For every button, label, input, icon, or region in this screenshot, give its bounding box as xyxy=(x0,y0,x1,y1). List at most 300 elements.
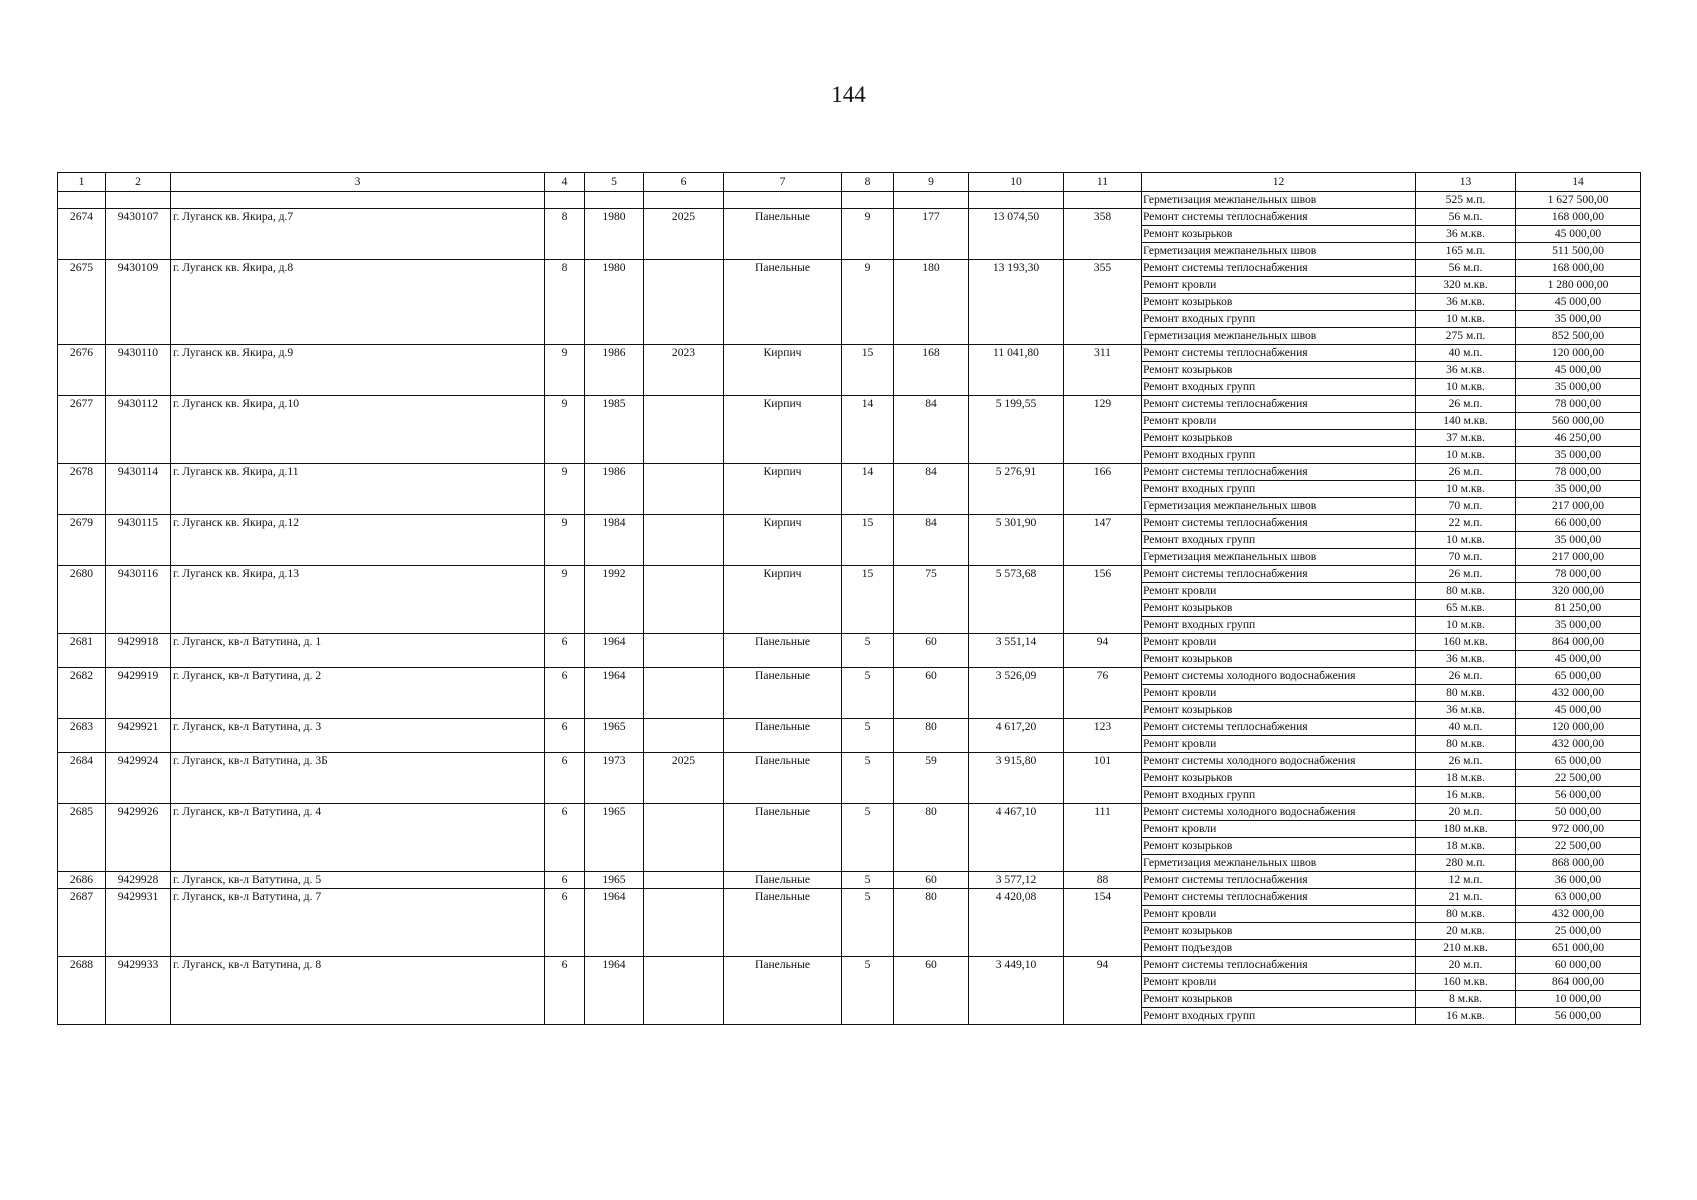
work-cost-cell: 35 000,00 xyxy=(1516,379,1641,396)
address-cell: г. Луганск кв. Якира, д.10 xyxy=(171,396,545,464)
work-cost-cell: 864 000,00 xyxy=(1516,974,1641,991)
empty-cell xyxy=(106,192,171,209)
work-cost-cell: 63 000,00 xyxy=(1516,889,1641,906)
work-type-cell: Ремонт входных групп xyxy=(1142,617,1416,634)
work-type-cell: Ремонт козырьков xyxy=(1142,362,1416,379)
col6-cell xyxy=(644,464,724,515)
floors-cell: 15 xyxy=(842,345,894,396)
continuation-row xyxy=(58,192,1641,209)
work-volume-cell: 80 м.кв. xyxy=(1416,736,1516,753)
column-header: 8 xyxy=(842,173,894,192)
floors-cell: 5 xyxy=(842,957,894,1025)
col11-cell: 129 xyxy=(1064,396,1142,464)
work-volume-cell: 18 м.кв. xyxy=(1416,770,1516,787)
col4-cell: 6 xyxy=(545,753,585,804)
work-type-cell: Ремонт системы холодного водоснабжения xyxy=(1142,804,1416,821)
area-cell: 13 193,30 xyxy=(969,260,1064,345)
building-code-cell: 9430110 xyxy=(106,345,171,396)
work-type-cell: Ремонт кровли xyxy=(1142,583,1416,600)
work-volume-cell: 56 м.п. xyxy=(1416,260,1516,277)
record-number-cell: 2686 xyxy=(58,872,106,889)
col11-cell: 156 xyxy=(1064,566,1142,634)
work-type-cell: Ремонт кровли xyxy=(1142,974,1416,991)
col9-cell: 59 xyxy=(894,753,969,804)
area-cell: 5 573,68 xyxy=(969,566,1064,634)
work-volume-cell: 10 м.кв. xyxy=(1416,532,1516,549)
year-built-cell: 1965 xyxy=(585,804,644,872)
col11-cell: 101 xyxy=(1064,753,1142,804)
wall-material-cell: Кирпич xyxy=(724,566,842,634)
building-code-cell: 9430107 xyxy=(106,209,171,260)
building-code-cell: 9429928 xyxy=(106,872,171,889)
work-type-cell: Ремонт системы теплоснабжения xyxy=(1142,957,1416,974)
col9-cell: 168 xyxy=(894,345,969,396)
work-cost-cell: 81 250,00 xyxy=(1516,600,1641,617)
col4-cell: 6 xyxy=(545,719,585,753)
col9-cell: 60 xyxy=(894,957,969,1025)
work-volume-cell: 10 м.кв. xyxy=(1416,447,1516,464)
work-type-cell: Ремонт козырьков xyxy=(1142,651,1416,668)
work-volume-cell: 80 м.кв. xyxy=(1416,685,1516,702)
work-cost-cell: 56 000,00 xyxy=(1516,1008,1641,1025)
work-cost-cell: 432 000,00 xyxy=(1516,736,1641,753)
col6-cell xyxy=(644,260,724,345)
work-volume-cell: 275 м.п. xyxy=(1416,328,1516,345)
wall-material-cell: Кирпич xyxy=(724,396,842,464)
work-type-cell: Ремонт кровли xyxy=(1142,685,1416,702)
record-row xyxy=(58,396,1641,413)
col6-cell xyxy=(644,804,724,872)
col4-cell: 6 xyxy=(545,957,585,1025)
record-number-cell: 2679 xyxy=(58,515,106,566)
col6-cell xyxy=(644,668,724,719)
work-type-cell: Ремонт козырьков xyxy=(1142,702,1416,719)
work-volume-cell: 10 м.кв. xyxy=(1416,481,1516,498)
work-type-cell: Ремонт входных групп xyxy=(1142,532,1416,549)
empty-cell xyxy=(842,192,894,209)
column-header: 14 xyxy=(1516,173,1641,192)
col11-cell: 166 xyxy=(1064,464,1142,515)
column-header: 4 xyxy=(545,173,585,192)
work-type-cell: Ремонт системы теплоснабжения xyxy=(1142,889,1416,906)
work-volume-cell: 65 м.кв. xyxy=(1416,600,1516,617)
empty-cell xyxy=(644,192,724,209)
column-header: 9 xyxy=(894,173,969,192)
record-number-cell: 2676 xyxy=(58,345,106,396)
col4-cell: 6 xyxy=(545,889,585,957)
col9-cell: 84 xyxy=(894,515,969,566)
building-code-cell: 9430115 xyxy=(106,515,171,566)
floors-cell: 14 xyxy=(842,464,894,515)
wall-material-cell: Панельные xyxy=(724,209,842,260)
work-cost-cell: 320 000,00 xyxy=(1516,583,1641,600)
work-type-cell: Ремонт системы холодного водоснабжения xyxy=(1142,753,1416,770)
work-type-cell: Ремонт системы теплоснабжения xyxy=(1142,872,1416,889)
address-cell: г. Луганск, кв-л Ватутина, д. 4 xyxy=(171,804,545,872)
work-volume-cell: 12 м.п. xyxy=(1416,872,1516,889)
col4-cell: 6 xyxy=(545,872,585,889)
col6-cell xyxy=(644,889,724,957)
work-volume-cell: 180 м.кв. xyxy=(1416,821,1516,838)
record-number-cell: 2685 xyxy=(58,804,106,872)
work-type-cell: Ремонт системы теплоснабжения xyxy=(1142,345,1416,362)
record-row xyxy=(58,889,1641,906)
work-volume-cell: 160 м.кв. xyxy=(1416,634,1516,651)
work-cost-cell: 65 000,00 xyxy=(1516,753,1641,770)
record-row xyxy=(58,566,1641,583)
work-cost-cell: 78 000,00 xyxy=(1516,464,1641,481)
record-number-cell: 2688 xyxy=(58,957,106,1025)
work-cost-cell: 35 000,00 xyxy=(1516,532,1641,549)
work-cost-cell: 22 500,00 xyxy=(1516,770,1641,787)
record-row xyxy=(58,209,1641,226)
wall-material-cell: Панельные xyxy=(724,719,842,753)
wall-material-cell: Кирпич xyxy=(724,515,842,566)
work-volume-cell: 10 м.кв. xyxy=(1416,379,1516,396)
work-cost-cell: 168 000,00 xyxy=(1516,260,1641,277)
work-type-cell: Ремонт кровли xyxy=(1142,277,1416,294)
floors-cell: 9 xyxy=(842,209,894,260)
work-cost-cell: 10 000,00 xyxy=(1516,991,1641,1008)
work-type-cell: Ремонт козырьков xyxy=(1142,430,1416,447)
record-number-cell: 2687 xyxy=(58,889,106,957)
address-cell: г. Луганск, кв-л Ватутина, д. 3Б xyxy=(171,753,545,804)
work-cost-cell: 511 500,00 xyxy=(1516,243,1641,260)
col11-cell: 94 xyxy=(1064,634,1142,668)
work-volume-cell: 36 м.кв. xyxy=(1416,226,1516,243)
table-body xyxy=(58,192,1641,1025)
record-number-cell: 2681 xyxy=(58,634,106,668)
work-volume-cell: 165 м.п. xyxy=(1416,243,1516,260)
address-cell: г. Луганск, кв-л Ватутина, д. 1 xyxy=(171,634,545,668)
work-type-cell: Ремонт входных групп xyxy=(1142,787,1416,804)
work-cost-cell: 78 000,00 xyxy=(1516,396,1641,413)
work-type-cell: Ремонт козырьков xyxy=(1142,770,1416,787)
column-header: 7 xyxy=(724,173,842,192)
work-volume-cell: 20 м.п. xyxy=(1416,804,1516,821)
area-cell: 5 199,55 xyxy=(969,396,1064,464)
year-built-cell: 1980 xyxy=(585,260,644,345)
record-row xyxy=(58,719,1641,736)
work-cost-cell: 560 000,00 xyxy=(1516,413,1641,430)
col6-cell xyxy=(644,396,724,464)
record-number-cell: 2678 xyxy=(58,464,106,515)
address-cell: г. Луганск кв. Якира, д.8 xyxy=(171,260,545,345)
work-volume-cell: 26 м.п. xyxy=(1416,396,1516,413)
work-cost-cell: 217 000,00 xyxy=(1516,498,1641,515)
column-header: 11 xyxy=(1064,173,1142,192)
col11-cell: 358 xyxy=(1064,209,1142,260)
column-header: 6 xyxy=(644,173,724,192)
work-cost-cell: 25 000,00 xyxy=(1516,923,1641,940)
area-cell: 4 617,20 xyxy=(969,719,1064,753)
empty-cell xyxy=(585,192,644,209)
work-type-cell: Ремонт системы теплоснабжения xyxy=(1142,396,1416,413)
record-row xyxy=(58,634,1641,651)
work-type-cell: Ремонт системы теплоснабжения xyxy=(1142,566,1416,583)
work-volume-cell: 37 м.кв. xyxy=(1416,430,1516,447)
col4-cell: 9 xyxy=(545,396,585,464)
work-cost-cell: 45 000,00 xyxy=(1516,362,1641,379)
col9-cell: 80 xyxy=(894,804,969,872)
work-volume-cell: 210 м.кв. xyxy=(1416,940,1516,957)
area-cell: 3 551,14 xyxy=(969,634,1064,668)
record-number-cell: 2677 xyxy=(58,396,106,464)
work-volume-cell: 16 м.кв. xyxy=(1416,787,1516,804)
record-row xyxy=(58,753,1641,770)
work-cost-cell: 36 000,00 xyxy=(1516,872,1641,889)
work-volume-cell: 320 м.кв. xyxy=(1416,277,1516,294)
column-header: 5 xyxy=(585,173,644,192)
floors-cell: 5 xyxy=(842,719,894,753)
col9-cell: 80 xyxy=(894,719,969,753)
address-cell: г. Луганск, кв-л Ватутина, д. 2 xyxy=(171,668,545,719)
wall-material-cell: Панельные xyxy=(724,804,842,872)
col11-cell: 154 xyxy=(1064,889,1142,957)
year-built-cell: 1964 xyxy=(585,957,644,1025)
work-volume-cell: 525 м.п. xyxy=(1416,192,1516,209)
column-header: 13 xyxy=(1416,173,1516,192)
year-built-cell: 1964 xyxy=(585,668,644,719)
empty-cell xyxy=(969,192,1064,209)
page-number: 144 xyxy=(831,82,866,107)
work-volume-cell: 26 м.п. xyxy=(1416,566,1516,583)
wall-material-cell: Панельные xyxy=(724,634,842,668)
work-type-cell: Ремонт входных групп xyxy=(1142,311,1416,328)
work-cost-cell: 168 000,00 xyxy=(1516,209,1641,226)
record-row xyxy=(58,872,1641,889)
work-cost-cell: 432 000,00 xyxy=(1516,685,1641,702)
work-type-cell: Ремонт козырьков xyxy=(1142,600,1416,617)
year-built-cell: 1973 xyxy=(585,753,644,804)
col6-cell xyxy=(644,719,724,753)
work-volume-cell: 10 м.кв. xyxy=(1416,311,1516,328)
col9-cell: 84 xyxy=(894,464,969,515)
empty-cell xyxy=(545,192,585,209)
work-volume-cell: 16 м.кв. xyxy=(1416,1008,1516,1025)
floors-cell: 9 xyxy=(842,260,894,345)
work-type-cell: Ремонт козырьков xyxy=(1142,294,1416,311)
work-type-cell: Ремонт системы теплоснабжения xyxy=(1142,464,1416,481)
col4-cell: 6 xyxy=(545,668,585,719)
work-type-cell: Ремонт системы холодного водоснабжения xyxy=(1142,668,1416,685)
col4-cell: 9 xyxy=(545,464,585,515)
building-code-cell: 9429919 xyxy=(106,668,171,719)
year-built-cell: 1986 xyxy=(585,345,644,396)
work-type-cell: Ремонт козырьков xyxy=(1142,991,1416,1008)
col11-cell: 123 xyxy=(1064,719,1142,753)
building-code-cell: 9429918 xyxy=(106,634,171,668)
building-code-cell: 9429921 xyxy=(106,719,171,753)
work-volume-cell: 36 м.кв. xyxy=(1416,651,1516,668)
col9-cell: 60 xyxy=(894,872,969,889)
area-cell: 3 526,09 xyxy=(969,668,1064,719)
work-volume-cell: 140 м.кв. xyxy=(1416,413,1516,430)
col9-cell: 60 xyxy=(894,634,969,668)
work-cost-cell: 852 500,00 xyxy=(1516,328,1641,345)
col6-cell: 2023 xyxy=(644,345,724,396)
work-type-cell: Ремонт входных групп xyxy=(1142,447,1416,464)
year-built-cell: 1965 xyxy=(585,872,644,889)
year-built-cell: 1980 xyxy=(585,209,644,260)
col4-cell: 8 xyxy=(545,209,585,260)
col11-cell: 111 xyxy=(1064,804,1142,872)
work-type-cell: Герметизация межпанельных швов xyxy=(1142,498,1416,515)
year-built-cell: 1986 xyxy=(585,464,644,515)
work-volume-cell: 280 м.п. xyxy=(1416,855,1516,872)
work-cost-cell: 651 000,00 xyxy=(1516,940,1641,957)
record-row xyxy=(58,260,1641,277)
work-cost-cell: 35 000,00 xyxy=(1516,481,1641,498)
col4-cell: 8 xyxy=(545,260,585,345)
col6-cell xyxy=(644,515,724,566)
work-type-cell: Ремонт кровли xyxy=(1142,821,1416,838)
work-type-cell: Ремонт подъездов xyxy=(1142,940,1416,957)
year-built-cell: 1984 xyxy=(585,515,644,566)
col9-cell: 177 xyxy=(894,209,969,260)
floors-cell: 5 xyxy=(842,668,894,719)
work-volume-cell: 80 м.кв. xyxy=(1416,583,1516,600)
work-type-cell: Ремонт системы теплоснабжения xyxy=(1142,515,1416,532)
year-built-cell: 1964 xyxy=(585,634,644,668)
wall-material-cell: Панельные xyxy=(724,889,842,957)
work-cost-cell: 78 000,00 xyxy=(1516,566,1641,583)
col11-cell: 76 xyxy=(1064,668,1142,719)
col11-cell: 355 xyxy=(1064,260,1142,345)
column-header: 3 xyxy=(171,173,545,192)
work-volume-cell: 160 м.кв. xyxy=(1416,974,1516,991)
floors-cell: 5 xyxy=(842,872,894,889)
work-cost-cell: 45 000,00 xyxy=(1516,651,1641,668)
area-cell: 5 301,90 xyxy=(969,515,1064,566)
building-code-cell: 9429931 xyxy=(106,889,171,957)
record-number-cell: 2680 xyxy=(58,566,106,634)
work-volume-cell: 21 м.п. xyxy=(1416,889,1516,906)
col9-cell: 84 xyxy=(894,396,969,464)
col4-cell: 9 xyxy=(545,566,585,634)
work-type-cell: Ремонт системы теплоснабжения xyxy=(1142,209,1416,226)
work-cost-cell: 56 000,00 xyxy=(1516,787,1641,804)
work-cost-cell: 50 000,00 xyxy=(1516,804,1641,821)
work-volume-cell: 26 м.п. xyxy=(1416,753,1516,770)
work-type-cell: Ремонт системы теплоснабжения xyxy=(1142,260,1416,277)
area-cell: 3 915,80 xyxy=(969,753,1064,804)
work-cost-cell: 217 000,00 xyxy=(1516,549,1641,566)
address-cell: г. Луганск, кв-л Ватутина, д. 8 xyxy=(171,957,545,1025)
wall-material-cell: Панельные xyxy=(724,753,842,804)
col4-cell: 9 xyxy=(545,515,585,566)
building-code-cell: 9429924 xyxy=(106,753,171,804)
empty-cell xyxy=(171,192,545,209)
work-cost-cell: 45 000,00 xyxy=(1516,226,1641,243)
work-volume-cell: 10 м.кв. xyxy=(1416,617,1516,634)
work-volume-cell: 26 м.п. xyxy=(1416,464,1516,481)
address-cell: г. Луганск, кв-л Ватутина, д. 3 xyxy=(171,719,545,753)
address-cell: г. Луганск, кв-л Ватутина, д. 7 xyxy=(171,889,545,957)
work-type-cell: Ремонт входных групп xyxy=(1142,481,1416,498)
year-built-cell: 1965 xyxy=(585,719,644,753)
work-type-cell: Ремонт кровли xyxy=(1142,906,1416,923)
work-type-cell: Ремонт козырьков xyxy=(1142,226,1416,243)
floors-cell: 5 xyxy=(842,634,894,668)
col9-cell: 60 xyxy=(894,668,969,719)
empty-cell xyxy=(58,192,106,209)
work-cost-cell: 35 000,00 xyxy=(1516,447,1641,464)
area-cell: 4 420,08 xyxy=(969,889,1064,957)
column-header: 2 xyxy=(106,173,171,192)
work-volume-cell: 56 м.п. xyxy=(1416,209,1516,226)
floors-cell: 14 xyxy=(842,396,894,464)
work-type-cell: Герметизация межпанельных швов xyxy=(1142,549,1416,566)
wall-material-cell: Кирпич xyxy=(724,464,842,515)
work-type-cell: Ремонт входных групп xyxy=(1142,379,1416,396)
work-cost-cell: 35 000,00 xyxy=(1516,617,1641,634)
col6-cell xyxy=(644,872,724,889)
work-volume-cell: 26 м.п. xyxy=(1416,668,1516,685)
record-row xyxy=(58,957,1641,974)
area-cell: 4 467,10 xyxy=(969,804,1064,872)
col6-cell xyxy=(644,634,724,668)
year-built-cell: 1964 xyxy=(585,889,644,957)
work-cost-cell: 35 000,00 xyxy=(1516,311,1641,328)
work-volume-cell: 18 м.кв. xyxy=(1416,838,1516,855)
work-type-cell: Герметизация межпанельных швов xyxy=(1142,855,1416,872)
work-volume-cell: 36 м.кв. xyxy=(1416,362,1516,379)
wall-material-cell: Панельные xyxy=(724,872,842,889)
year-built-cell: 1985 xyxy=(585,396,644,464)
floors-cell: 5 xyxy=(842,804,894,872)
work-volume-cell: 40 м.п. xyxy=(1416,345,1516,362)
work-volume-cell: 20 м.кв. xyxy=(1416,923,1516,940)
wall-material-cell: Кирпич xyxy=(724,345,842,396)
building-code-cell: 9430114 xyxy=(106,464,171,515)
work-type-cell: Ремонт системы теплоснабжения xyxy=(1142,719,1416,736)
work-type-cell: Ремонт кровли xyxy=(1142,634,1416,651)
work-cost-cell: 45 000,00 xyxy=(1516,294,1641,311)
col11-cell: 94 xyxy=(1064,957,1142,1025)
col6-cell xyxy=(644,957,724,1025)
address-cell: г. Луганск кв. Якира, д.9 xyxy=(171,345,545,396)
work-cost-cell: 864 000,00 xyxy=(1516,634,1641,651)
address-cell: г. Луганск кв. Якира, д.12 xyxy=(171,515,545,566)
work-type-cell: Ремонт козырьков xyxy=(1142,838,1416,855)
building-code-cell: 9429933 xyxy=(106,957,171,1025)
wall-material-cell: Панельные xyxy=(724,668,842,719)
col11-cell: 311 xyxy=(1064,345,1142,396)
empty-cell xyxy=(724,192,842,209)
work-cost-cell: 1 280 000,00 xyxy=(1516,277,1641,294)
work-volume-cell: 80 м.кв. xyxy=(1416,906,1516,923)
work-cost-cell: 66 000,00 xyxy=(1516,515,1641,532)
work-cost-cell: 1 627 500,00 xyxy=(1516,192,1641,209)
col9-cell: 80 xyxy=(894,889,969,957)
work-volume-cell: 22 м.п. xyxy=(1416,515,1516,532)
empty-cell xyxy=(894,192,969,209)
address-cell: г. Луганск кв. Якира, д.7 xyxy=(171,209,545,260)
column-header: 1 xyxy=(58,173,106,192)
work-cost-cell: 432 000,00 xyxy=(1516,906,1641,923)
record-row xyxy=(58,804,1641,821)
address-cell: г. Луганск кв. Якира, д.13 xyxy=(171,566,545,634)
work-cost-cell: 22 500,00 xyxy=(1516,838,1641,855)
column-header: 10 xyxy=(969,173,1064,192)
col9-cell: 75 xyxy=(894,566,969,634)
work-cost-cell: 46 250,00 xyxy=(1516,430,1641,447)
area-cell: 13 074,50 xyxy=(969,209,1064,260)
repair-program-table xyxy=(57,172,1641,1025)
col9-cell: 180 xyxy=(894,260,969,345)
year-built-cell: 1992 xyxy=(585,566,644,634)
